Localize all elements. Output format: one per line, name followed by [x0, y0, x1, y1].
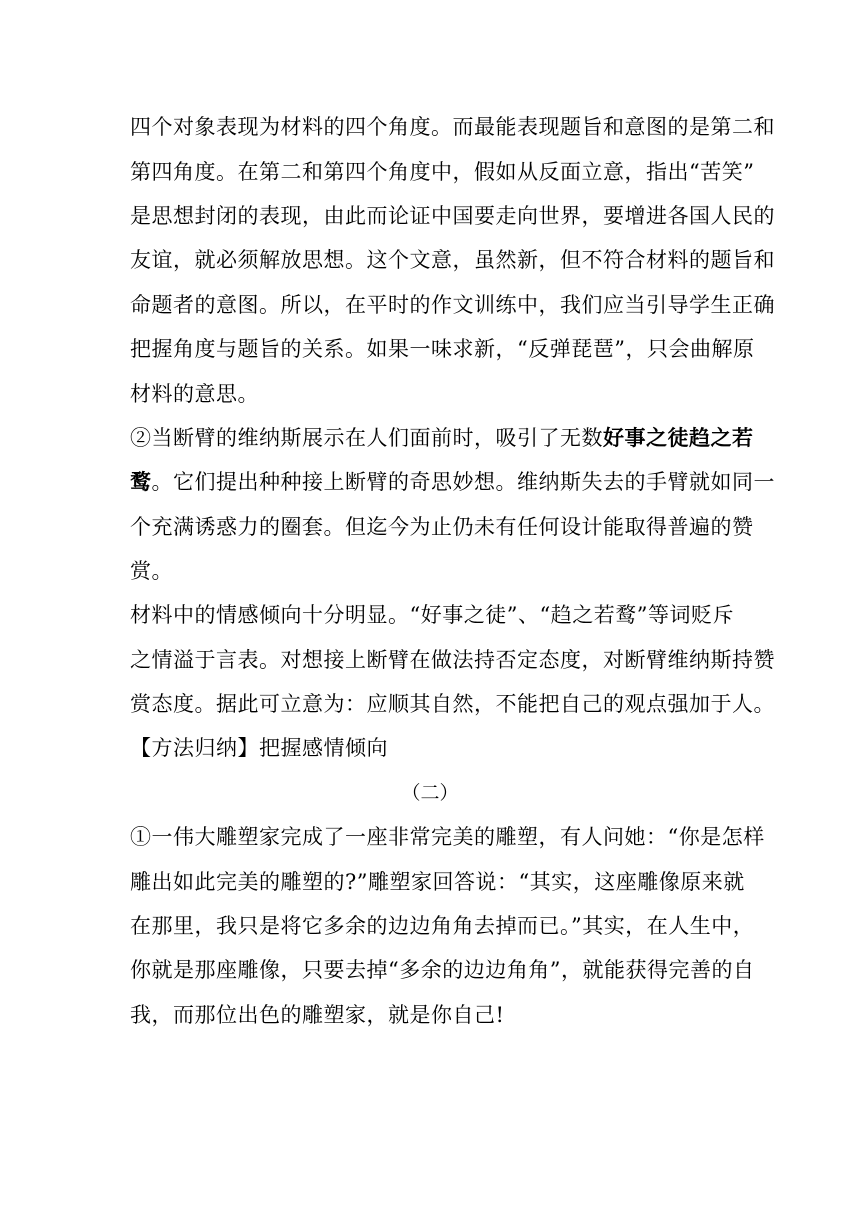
bold-phrase: 鹜: [130, 469, 152, 494]
paragraph-line: 第四角度。在第二和第四个角度中，假如从反面立意，指出“苦笑”: [130, 160, 755, 184]
paragraph-line: 友谊，就必须解放思想。这个文意，虽然新，但不符合材料的题旨和: [130, 248, 775, 272]
method-summary: 【方法归纳】把握感情倾向: [130, 736, 388, 760]
paragraph-line: 是思想封闭的表现，由此而论证中国要走向世界，要增进各国人民的: [130, 204, 775, 228]
paragraph-line: 把握角度与题旨的关系。如果一味求新，“反弹琵琶”，只会曲解原: [130, 337, 755, 361]
part-heading: （二）: [401, 782, 459, 804]
paragraph-line: 赏态度。据此可立意为：应顺其自然，不能把自己的观点强加于人。: [130, 692, 775, 716]
text-run: ②当断臂的维纳斯展示在人们面前时，吸引了无数: [130, 426, 603, 450]
paragraph-line: 我，而那位出色的雕塑家，就是你自己!: [130, 1003, 505, 1027]
paragraph-line: ①一伟大雕塑家完成了一座非常完美的雕塑，有人问她：“你是怎样: [130, 825, 765, 849]
paragraph-line: 赏。: [130, 559, 173, 583]
paragraph-line: 四个对象表现为材料的四个角度。而最能表现题旨和意图的是第二和: [130, 115, 775, 139]
paragraph-line: 在那里，我只是将它多余的边边角角去掉而已。”其实，在人生中，: [130, 914, 755, 938]
paragraph-line: 你就是那座雕像，只要去掉“多余的边边角角”，就能获得完善的自: [130, 958, 755, 982]
text-run: 。它们提出种种接上断臂的奇思妙想。维纳斯失去的手臂就如同一: [151, 470, 775, 494]
paragraph-line: 之情溢于言表。对想接上断臂在做法持否定态度，对断臂维纳斯持赞: [130, 648, 775, 672]
paragraph-line: 材料中的情感倾向十分明显。“好事之徒”、“趋之若鹜”等词贬斥: [130, 603, 734, 627]
paragraph-line: [130, 464, 775, 500]
paragraph-line: 个充满诱惑力的圈套。但迄今为止仍未有任何设计能取得普遍的赞: [130, 515, 754, 539]
paragraph-line: 雕出如此完美的雕塑的?”雕塑家回答说：“其实，这座雕像原来就: [130, 870, 745, 894]
paragraph-line: 命题者的意图。所以，在平时的作文训练中，我们应当引导学生正确: [130, 293, 775, 317]
bold-phrase: 好事之徒趋之若: [603, 425, 754, 450]
paragraph-line: [130, 420, 754, 456]
paragraph-line: 材料的意思。: [130, 382, 259, 406]
